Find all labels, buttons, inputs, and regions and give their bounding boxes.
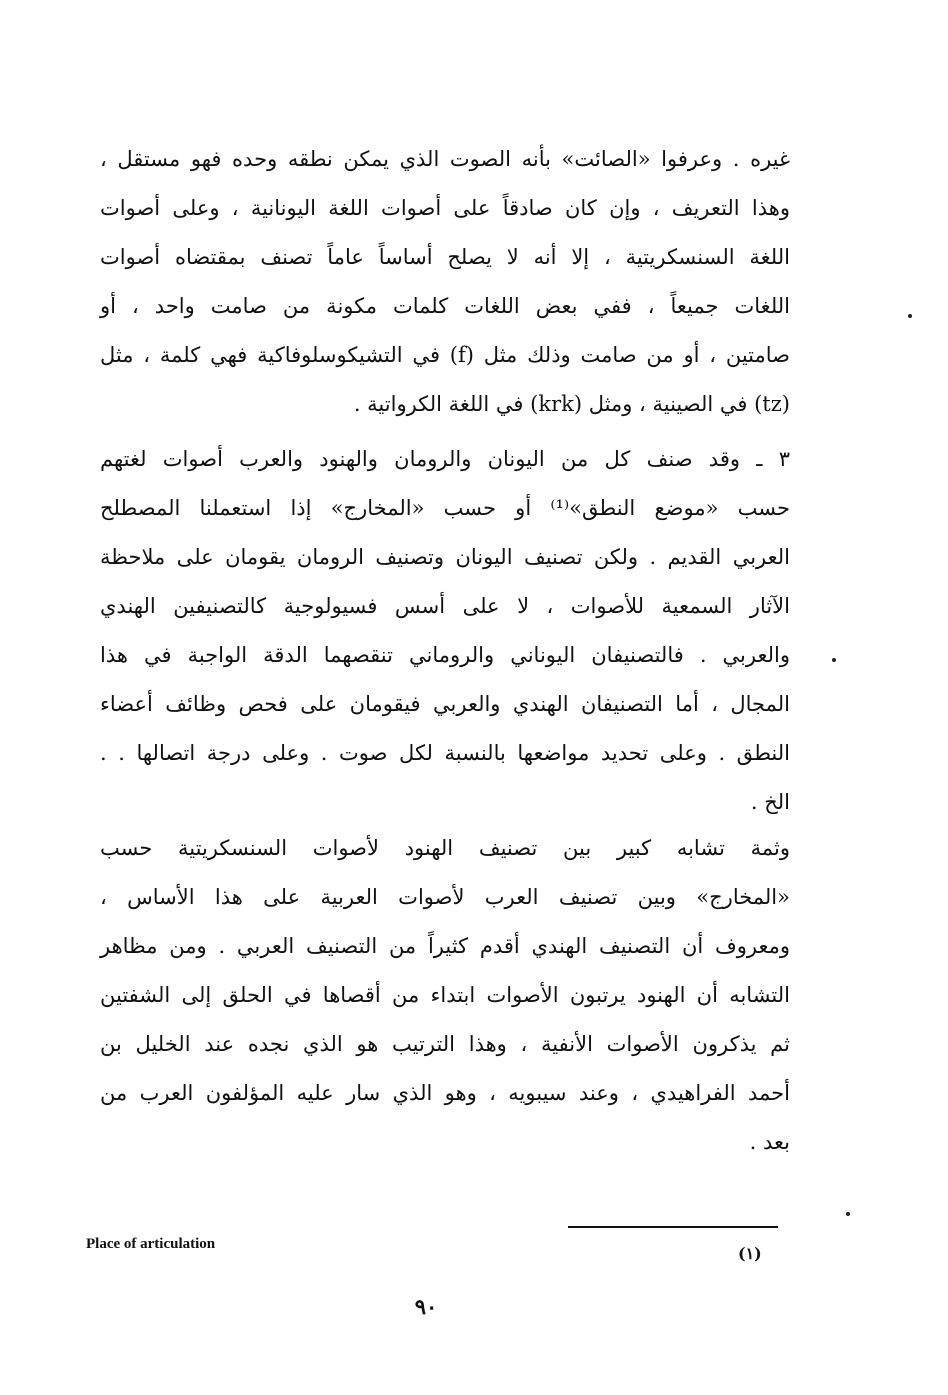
text-line: أحمد الفراهيدي ، وعند سيبويه ، وهو الذي سار عليه المؤلفون العرب من	[100, 1081, 790, 1105]
text-line: اللغة السنسكريتية ، إلا أنه لا يصلح أساساً عاماً تصنف بمقتضاه أصوات	[100, 245, 790, 269]
text-line: (tz) في الصينية ، ومثل (krk) في اللغة الكرواتية .	[353, 392, 790, 416]
text-line: حسب «موضع النطق»⁽¹⁾ أو حسب «المخارج» إذا استعملنا المصطلح	[100, 496, 790, 520]
scan-speck	[832, 658, 836, 662]
text-line: النطق . وعلى تحديد مواضعها بالنسبة لكل صوت . وعلى درجة اتصالها . .	[100, 741, 790, 765]
text-line: ٣ ـ وقد صنف كل من اليونان والرومان والهنود والعرب أصوات لغتهم	[100, 447, 790, 471]
text-line: صامتين ، أو من صامت وذلك مثل (f) في التشيكوسلوفاكية فهي كلمة ، مثل	[100, 343, 790, 367]
paragraph-1	[100, 135, 790, 429]
text-line: والعربي . فالتصنيفان اليوناني والروماني تنقصهما الدقة الواجبة في هذا	[100, 643, 790, 667]
text-line: غيره . وعرفوا «الصائت» بأنه الصوت الذي يمكن نطقه وحده فهو مستقل ،	[100, 147, 790, 171]
text-line: وهذا التعريف ، وإن كان صادقاً على أصوات اللغة اليونانية ، وعلى أصوات	[100, 196, 790, 220]
scan-speck	[846, 1212, 850, 1216]
page-number: ٩٠	[414, 1294, 438, 1319]
text-line: التشابه أن الهنود يرتبون الأصوات ابتداء من أقصاها في الحلق إلى الشفتين	[100, 983, 790, 1007]
text-line: الخ .	[750, 790, 790, 814]
text-line: ومعروف أن التصنيف الهندي أقدم كثيراً من التصنيف العربي . ومن مظاهر	[100, 934, 790, 958]
paragraph-2	[100, 435, 790, 827]
paragraph-3	[100, 824, 790, 1167]
scan-speck	[908, 314, 912, 318]
text-line: الآثار السمعية للأصوات ، لا على أسس فسيولوجية كالتصنيفين الهندي	[100, 594, 790, 618]
text-line: ثم يذكرون الأصوات الأنفية ، وهذا الترتيب هو الذي نجده عند الخليل بن	[100, 1032, 790, 1056]
footnote-term: Place of articulation	[86, 1236, 216, 1252]
text-line: العربي القديم . ولكن تصنيف اليونان وتصنيف الرومان يقومان على ملاحظة	[100, 545, 790, 569]
text-line: اللغات جميعاً ، ففي بعض اللغات كلمات مكونة من صامت واحد ، أو	[100, 294, 790, 318]
text-line: «المخارج» وبين تصنيف العرب لأصوات العربية على هذا الأساس ،	[100, 885, 790, 909]
text-line: وثمة تشابه كبير بين تصنيف الهنود لأصوات السنسكريتية حسب	[100, 836, 790, 860]
text-line: بعد .	[749, 1130, 790, 1154]
footnote-number: (١)	[738, 1244, 762, 1263]
footnote-divider	[568, 1226, 778, 1228]
text-line: المجال ، أما التصنيفان الهندي والعربي فيقومان على فحص وظائف أعضاء	[100, 692, 790, 716]
